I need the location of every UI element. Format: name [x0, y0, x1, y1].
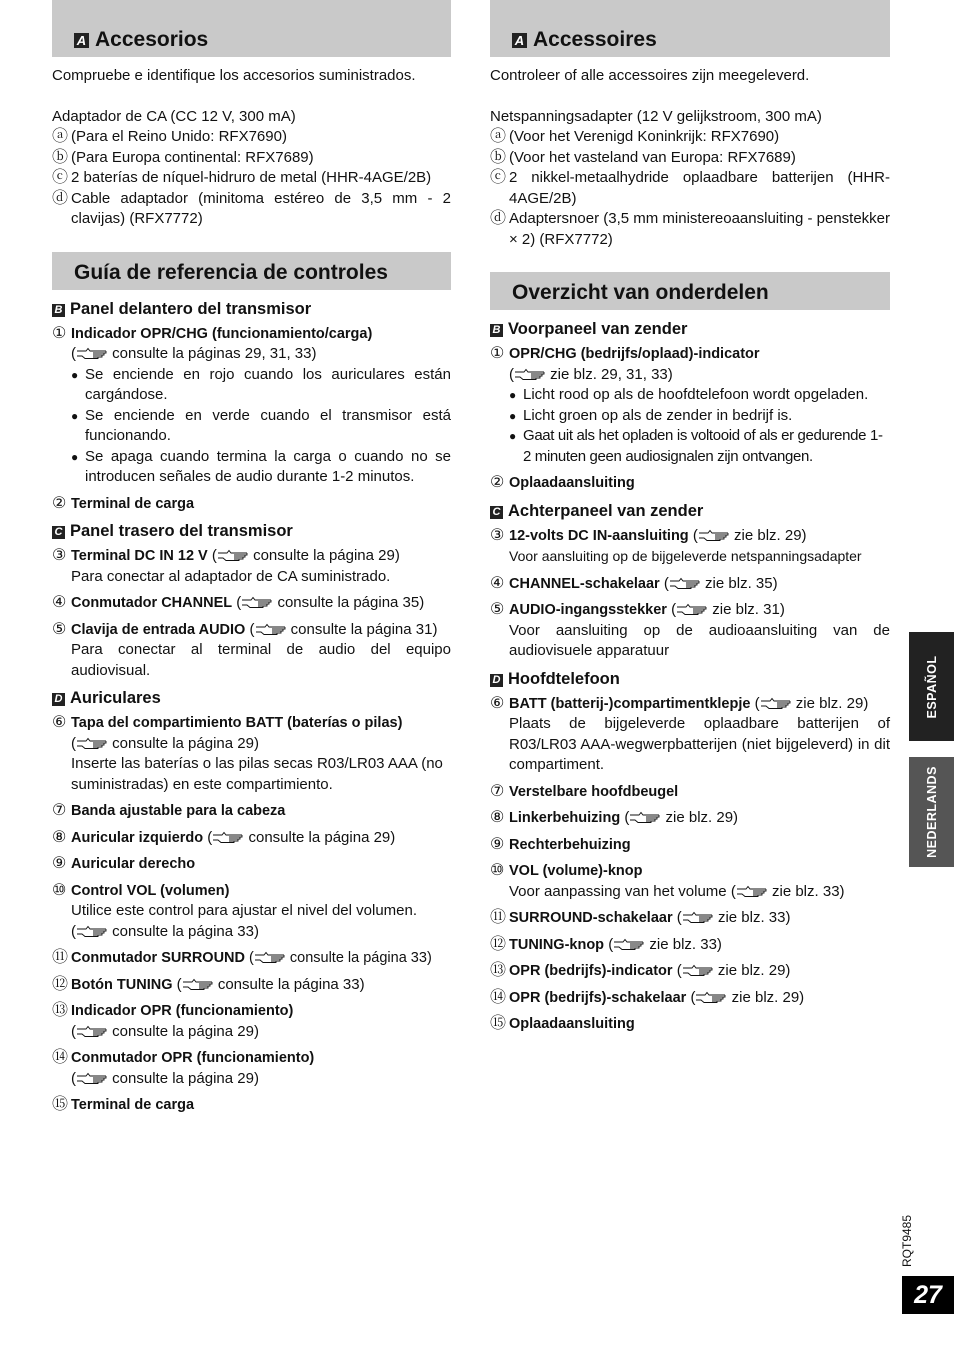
control-description: Para conectar al terminal de audio del equipo audiovisual. — [71, 641, 451, 679]
pointing-hand-icon — [255, 623, 287, 635]
section-tag-a: A — [512, 33, 527, 48]
pointing-hand-icon — [676, 603, 708, 615]
subheading-text: Panel delantero del transmisor — [70, 299, 312, 318]
control-title: Oplaadaansluiting — [509, 475, 635, 491]
control-title: Banda ajustable para la cabeza — [71, 803, 286, 819]
page-reference: zie blz. 29) — [731, 988, 805, 1006]
item-text: 2 nikkel-metaalhydride oplaadbare batterijen (HHR-4AGE/2B) — [509, 169, 890, 207]
subheading-text: Achterpaneel van zender — [508, 501, 704, 520]
control-item: ⑧ Linkerbehuizing ( zie blz. 29) — [490, 808, 890, 829]
bullet-icon: ● — [71, 449, 79, 464]
page-reference: zie blz. 29) — [665, 809, 739, 826]
bullet-item — [490, 406, 890, 427]
dutch-column — [490, 0, 890, 1035]
page-reference: zie blz. 35) — [705, 574, 778, 592]
spanish-column — [52, 0, 451, 1116]
pointing-hand-icon — [736, 885, 768, 897]
control-number: ⑩ — [490, 862, 505, 879]
accessory-item — [490, 148, 890, 169]
bullet-icon: ● — [509, 408, 517, 423]
control-title: Indicador OPR (funcionamiento) — [71, 1003, 294, 1019]
controls-guide-heading: Guía de referencia de controles — [52, 252, 451, 290]
control-item: ⑤ AUDIO-ingangsstekker ( zie blz. 31) Voor aansluiting op de audioaansluiting van de audiovisuele apparatuur — [490, 600, 890, 662]
bullet-text: Se enciende en verde cuando el transmisor está funcionando. — [85, 406, 451, 444]
bullet-text: Licht rood op als de hoofdtelefoon wordt opgeladen. — [523, 386, 869, 403]
control-number: ⑨ — [490, 835, 505, 853]
control-title: CHANNEL-schakelaar — [509, 575, 660, 592]
control-number: ⑨ — [52, 855, 67, 872]
accessories-intro: Compruebe e identifique los accesorios suministrados. — [52, 67, 416, 84]
control-number: ③ — [52, 547, 67, 564]
parts-overview-heading: Overzicht van onderdelen — [490, 272, 890, 310]
control-title: Terminal de carga — [71, 1097, 195, 1113]
subheading-text: Panel trasero del transmisor — [70, 522, 293, 540]
item-label: ⓑ — [490, 148, 507, 166]
control-item — [52, 1095, 451, 1116]
section-c-heading — [52, 520, 451, 542]
page-reference: consulte la página 33) — [289, 950, 432, 966]
item-label: ⓓ — [52, 189, 69, 207]
control-number: ① — [490, 345, 505, 362]
page-reference: consulte la página 33) — [112, 922, 259, 940]
control-item: ⑫ TUNING-knop ( zie blz. 33) — [490, 935, 890, 956]
control-title: Oplaadaansluiting — [509, 1016, 635, 1032]
control-title: Clavija de entrada AUDIO — [71, 621, 246, 638]
section-tag-b: B — [52, 304, 65, 317]
control-item: ⑥ Tapa del compartimiento BATT (baterías o pilas) ( consulte la página 29) Inserte las baterías o las pilas secas R03/LR03 AAA (no suministradas) en este compartimiento. — [52, 713, 451, 795]
control-title: Control VOL (volumen) — [71, 882, 230, 899]
page-reference: zie blz. 29) — [734, 526, 807, 544]
control-title: 12-volts DC IN-aansluiting — [509, 527, 689, 544]
accessory-item — [490, 209, 890, 250]
section-d-heading — [490, 668, 890, 690]
pointing-hand-icon — [514, 368, 546, 380]
control-description: Utilice este control para ajustar el nivel del volumen. — [71, 902, 418, 919]
control-title: Conmutador CHANNEL — [71, 595, 233, 611]
control-description: Voor aansluiting op de bijgeleverde netspanningsadapter — [509, 548, 862, 564]
pointing-hand-icon — [254, 951, 286, 963]
control-item: ⑥ BATT (batterij-)compartimentklepje ( zie blz. 29) Plaats de bijgeleverde oplaadbare batterijen of R03/LR03 AAA-wegwerpbatterijen (niet bijgeleverd) in dit compartiment. — [490, 694, 890, 776]
accessory-item — [490, 168, 890, 209]
control-item: ⑬ Indicador OPR (funcionamiento) ( consulte la página 29) — [52, 1001, 451, 1042]
heading-text: Accessoires — [533, 28, 657, 51]
subheading-text: Auriculares — [70, 689, 161, 707]
control-item: ⑫ Botón TUNING ( consulte la página 33) — [52, 975, 451, 996]
control-title: SURROUND-schakelaar — [509, 910, 673, 926]
pointing-hand-icon — [698, 529, 730, 541]
control-item: ③ 12-volts DC IN-aansluiting ( zie blz. 29) Voor aansluiting op de bijgeleverde netspanningsadapter — [490, 526, 890, 568]
control-number: ⑭ — [490, 988, 507, 1006]
item-label: ⓑ — [52, 148, 69, 166]
language-tab-nederlands — [909, 757, 954, 867]
item-text: Adaptersnoer (3,5 mm ministereoaansluiting - penstekker × 2) (RFX7772) — [509, 210, 891, 248]
tab-label: ESPAÑOL — [924, 655, 939, 718]
pointing-hand-icon — [629, 811, 661, 823]
control-title: Auricular derecho — [71, 856, 196, 872]
page-reference: consulte la página 35) — [277, 594, 425, 611]
accessories-intro: Controleer of alle accessoires zijn meegeleverd. — [490, 67, 810, 84]
item-text: (Voor het Verenigd Koninkrijk: RFX7690) — [509, 128, 780, 145]
section-tag-a: A — [74, 33, 89, 48]
subheading-text: Voorpaneel van zender — [508, 320, 688, 338]
document-code — [897, 1212, 917, 1270]
control-number: ⑥ — [52, 714, 67, 731]
section-tag-c: C — [52, 526, 65, 539]
control-item: ⑪ SURROUND-schakelaar ( zie blz. 33) — [490, 908, 890, 929]
control-title: OPR (bedrijfs)-indicator — [509, 963, 673, 979]
bullet-text: Se apaga cuando termina la carga o cuando no se introducen señales de audio durante 1-2 minutos. — [85, 447, 451, 485]
page-reference: zie blz. 29, 31, 33) — [550, 365, 673, 383]
control-description: Para conectar al adaptador de CA suministrado. — [71, 567, 391, 585]
control-item — [52, 494, 451, 515]
control-item: ① OPR/CHG (bedrijfs/oplaad)-indicator ( zie blz. 29, 31, 33) — [490, 344, 890, 385]
bullet-item — [52, 365, 451, 406]
item-text: (Para el Reino Unido: RFX7690) — [71, 128, 287, 145]
control-title: OPR (bedrijfs)-schakelaar — [509, 989, 687, 1006]
control-description: Voor aanpassing van het volume — [509, 882, 727, 900]
pointing-hand-icon — [760, 697, 792, 709]
pointing-hand-icon — [76, 347, 108, 359]
control-title: Terminal de carga — [71, 495, 195, 512]
page-reference: consulte la página 29) — [248, 828, 396, 846]
control-item: ⑭ OPR (bedrijfs)-schakelaar ( zie blz. 29) — [490, 988, 890, 1009]
pointing-hand-icon — [241, 596, 273, 608]
control-number: ⑬ — [52, 1002, 69, 1019]
page-reference: consulte la página 29) — [112, 734, 259, 752]
control-description: Voor aansluiting op de audioaansluiting van de audiovisuele apparatuur — [509, 621, 890, 659]
pointing-hand-icon — [669, 577, 701, 589]
control-item: ⑪ Conmutador SURROUND ( consulte la página 33) — [52, 948, 451, 969]
pointing-hand-icon — [682, 964, 714, 976]
control-item — [490, 1014, 890, 1035]
control-item: ⑬ OPR (bedrijfs)-indicator ( zie blz. 29) — [490, 961, 890, 982]
page-reference: zie blz. 31) — [712, 601, 785, 618]
control-title: Verstelbare hoofdbeugel — [509, 783, 679, 800]
control-title: Tapa del compartimiento BATT (baterías o pilas) — [71, 715, 403, 731]
heading-text: Accesorios — [95, 28, 209, 51]
control-number: ⑦ — [52, 802, 67, 819]
section-tag-d: D — [52, 693, 65, 706]
control-title: Indicador OPR/CHG (funcionamiento/carga) — [71, 325, 373, 342]
section-d-heading — [52, 687, 451, 709]
control-title: Conmutador OPR (funcionamiento) — [71, 1050, 315, 1066]
control-number: ⑪ — [490, 909, 507, 926]
section-tag-d: D — [490, 674, 503, 687]
pointing-hand-icon — [182, 978, 214, 990]
page-reference: consulte la página 29) — [112, 1069, 259, 1087]
control-item: ⑩ Control VOL (volumen) Utilice este control para ajustar el nivel del volumen. ( consulte la página 33) — [52, 881, 451, 943]
item-text: (Para Europa continental: RFX7689) — [71, 148, 314, 166]
control-number: ③ — [490, 526, 505, 544]
control-number: ⑪ — [52, 949, 69, 966]
page-reference: consulte la página 29) — [112, 1022, 259, 1040]
control-number: ② — [52, 494, 67, 512]
adapter-line: Netspanningsadapter (12 V gelijkstroom, 300 mA) — [490, 107, 822, 125]
control-title: VOL (volume)-knop — [509, 863, 643, 879]
accessories-heading — [490, 0, 890, 57]
accessory-item — [52, 168, 451, 189]
control-title: Auricular izquierdo — [71, 829, 204, 846]
control-number: ① — [52, 324, 67, 342]
control-number: ⑤ — [490, 601, 505, 618]
page-reference: zie blz. 33) — [772, 882, 845, 900]
control-number: ⑮ — [52, 1096, 69, 1113]
control-number: ⑬ — [490, 962, 507, 979]
control-item — [490, 782, 890, 803]
bullet-item — [490, 385, 890, 406]
page-reference: consulte la página 31) — [290, 620, 438, 638]
control-number: ⑫ — [490, 935, 507, 953]
control-number: ⑮ — [490, 1015, 507, 1032]
pointing-hand-icon — [695, 991, 727, 1003]
page-number: 27 — [902, 1276, 954, 1314]
control-number: ④ — [52, 594, 67, 611]
control-number: ② — [490, 474, 505, 491]
control-item: ⑤ Clavija de entrada AUDIO ( consulte la página 31) Para conectar al terminal de audio del equipo audiovisual. — [52, 620, 451, 682]
page-reference: zie blz. 33) — [649, 935, 722, 953]
control-number: ⑧ — [52, 828, 67, 846]
document-code-text: RQT9485 — [900, 1214, 914, 1268]
item-label: ⓒ — [490, 169, 507, 186]
control-title: AUDIO-ingangsstekker — [509, 602, 667, 618]
page-reference: zie blz. 33) — [717, 909, 791, 926]
pointing-hand-icon — [682, 911, 714, 923]
accessories-heading — [52, 0, 451, 57]
control-number: ⑩ — [52, 881, 67, 899]
pointing-hand-icon — [76, 737, 108, 749]
control-description: Plaats de bijgeleverde oplaadbare batterijen of R03/LR03 AAA-wegwerpbatterijen (niet bijgeleverd) in dit compartiment. — [509, 715, 890, 773]
control-item: ④ Conmutador CHANNEL ( consulte la página 35) — [52, 593, 451, 614]
item-label: ⓐ — [52, 128, 69, 145]
control-item: ⑧ Auricular izquierdo ( consulte la página 29) — [52, 828, 451, 849]
bullet-icon: ● — [71, 367, 79, 382]
control-number: ⑦ — [490, 782, 505, 800]
item-label: ⓒ — [52, 169, 69, 186]
item-label: ⓓ — [490, 210, 507, 227]
control-item: ④ CHANNEL-schakelaar ( zie blz. 35) — [490, 574, 890, 595]
pointing-hand-icon — [76, 1072, 108, 1084]
bullet-item — [52, 406, 451, 447]
pointing-hand-icon — [76, 1025, 108, 1037]
pointing-hand-icon — [212, 831, 244, 843]
section-b-heading — [52, 298, 451, 320]
control-number: ⑧ — [490, 809, 505, 826]
control-item — [52, 854, 451, 875]
pointing-hand-icon — [613, 938, 645, 950]
control-item — [490, 473, 890, 494]
bullet-icon: ● — [509, 388, 517, 402]
control-item: ⑭ Conmutador OPR (funcionamiento) ( consulte la página 29) — [52, 1048, 451, 1089]
pointing-hand-icon — [76, 925, 108, 937]
bullet-icon: ● — [509, 429, 517, 443]
control-number: ⑥ — [490, 694, 505, 712]
language-tab-espanol — [909, 632, 954, 741]
bullet-icon: ● — [71, 408, 79, 423]
control-number: ⑤ — [52, 620, 67, 638]
item-text: (Voor het vasteland van Europa: RFX7689) — [509, 148, 796, 166]
section-c-heading — [490, 500, 890, 522]
control-title: OPR/CHG (bedrijfs/oplaad)-indicator — [509, 346, 760, 362]
section-tag-c: C — [490, 506, 503, 519]
item-text: 2 baterías de níquel-hidruro de metal (HHR-4AGE/2B) — [71, 169, 432, 186]
control-title: Terminal DC IN 12 V — [71, 548, 208, 564]
control-item — [52, 801, 451, 822]
accessory-item — [490, 127, 890, 148]
accessory-item — [52, 148, 451, 169]
adapter-line: Adaptador de CA (CC 12 V, 300 mA) — [52, 107, 296, 125]
control-item — [490, 835, 890, 856]
bullet-text: Gaat uit als het opladen is voltooid of als er gedurende 1-2 minuten geen audiosignalen zijn ontvangen. — [523, 427, 883, 465]
tab-label: NEDERLANDS — [924, 766, 939, 858]
pointing-hand-icon — [217, 549, 249, 561]
item-label: ⓐ — [490, 128, 507, 145]
control-item: ⑩ VOL (volume)-knop Voor aanpassing van het volume ( zie blz. 33) — [490, 861, 890, 902]
page-reference: consulte la página 33) — [217, 975, 365, 993]
section-tag-b: B — [490, 324, 503, 337]
bullet-text: Se enciende en rojo cuando los auriculares están cargándose. — [85, 365, 451, 403]
control-title: BATT (batterij-)compartimentklepje — [509, 695, 751, 712]
control-description: Inserte las baterías o las pilas secas R03/LR03 AAA (no suministradas) en este compartimiento. — [71, 755, 443, 793]
accessory-item — [52, 189, 451, 230]
control-title: Linkerbehuizing — [509, 810, 621, 826]
control-number: ④ — [490, 574, 505, 592]
control-title: Botón TUNING — [71, 976, 173, 993]
control-number: ⑫ — [52, 975, 69, 993]
page-reference: zie blz. 29) — [795, 694, 869, 712]
page-reference: consulte la páginas 29, 31, 33) — [112, 345, 317, 362]
subheading-text: Hoofdtelefoon — [508, 669, 620, 688]
control-item: ① Indicador OPR/CHG (funcionamiento/carga) ( consulte la páginas 29, 31, 33) — [52, 324, 451, 365]
control-title: Conmutador SURROUND — [71, 950, 245, 966]
page-reference: consulte la página 29) — [253, 547, 400, 564]
control-title: TUNING-knop — [509, 936, 605, 953]
accessory-item — [52, 127, 451, 148]
item-text: Cable adaptador (minitoma estéreo de 3,5 mm - 2 clavijas) (RFX7772) — [71, 189, 451, 227]
page-reference: zie blz. 29) — [717, 962, 791, 979]
bullet-item — [52, 447, 451, 488]
control-title: Rechterbehuizing — [509, 836, 631, 853]
bullet-text: Licht groen op als de zender in bedrijf is. — [523, 406, 793, 424]
control-number: ⑭ — [52, 1049, 69, 1066]
control-item: ③ Terminal DC IN 12 V ( consulte la página 29) Para conectar al adaptador de CA suministrado. — [52, 546, 451, 587]
bullet-item — [490, 426, 890, 467]
section-b-heading — [490, 318, 890, 340]
